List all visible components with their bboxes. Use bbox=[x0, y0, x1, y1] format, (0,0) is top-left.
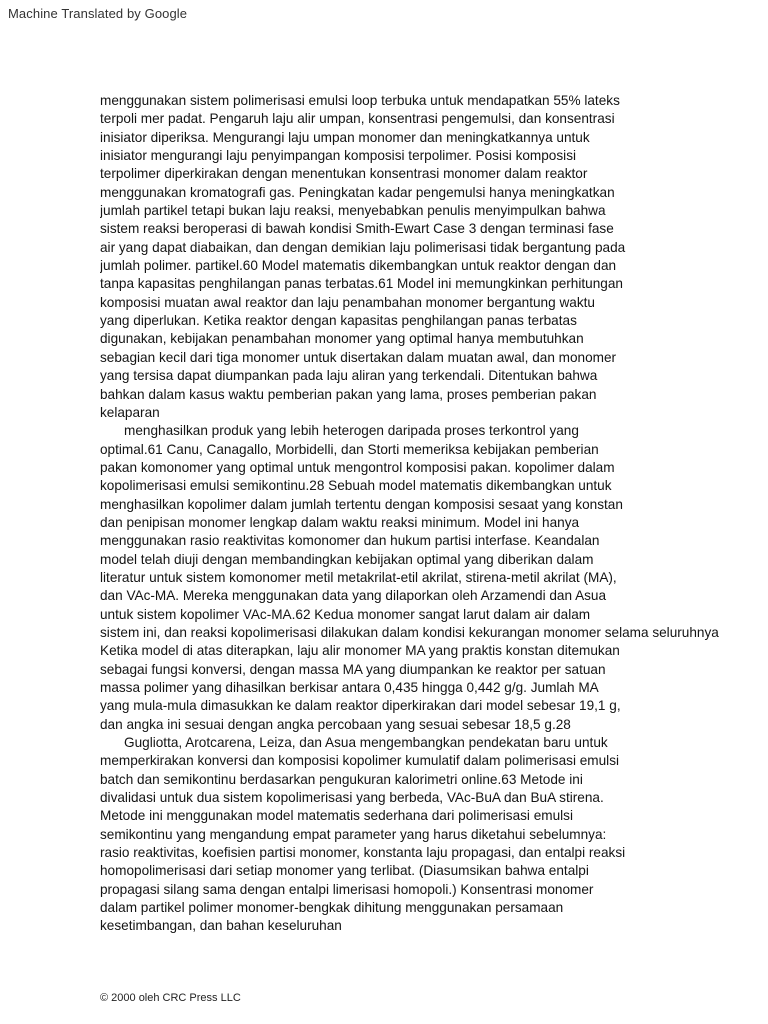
document-body bbox=[100, 92, 768, 936]
paragraph-2: menghasilkan produk yang lebih heterogen daripada proses terkontrol yang optimal.61 Canu, Canagallo, Morbidelli, dan Storti memeriksa kebijakan pemberian pakan komonomer yang optimal untuk mengontrol komposisi pakan. kopolimer dalam kopolimerisasi emulsi semikontinu.28 Sebuah model matematis dikembangkan untuk menghasilkan kopolimer dalam jumlah tertentu dengan komposisi sesaat yang konstan dan penipisan monomer lengkap dalam waktu reaksi minimum. Model ini hanya menggunakan rasio reaktivitas komonomer dan hukum partisi interfase. Keandalan model telah diuji dengan membandingkan kebijakan optimal yang diberikan dalam literatur untuk sistem komonomer metil metakrilat-etil akrilat, stirena-metil akrilat (MA), dan VAc-MA. Mereka menggunakan data yang dilaporkan oleh Arzamendi dan Asua untuk sistem kopolimer VAc-MA.62 Kedua monomer sangat larut dalam air dalam sistem ini, dan reaksi kopolimerisasi dilakukan dalam kondisi kekurangan monomer selama seluruhnya Ketika model di atas diterapkan, laju alir monomer MA yang praktis konstan ditemukan sebagai fungsi konversi, dengan massa MA yang diumpankan ke reaktor per satuan massa polimer yang dihasilkan berkisar antara 0,435 hingga 0,442 g/g. Jumlah MA yang mula-mula dimasukkan ke dalam reaktor diperkirakan dari model sebesar 19,1 g, dan angka ini sesuai dengan angka percobaan yang sesuai sebesar 18,5 g.28 bbox=[100, 423, 719, 732]
paragraph-3: Gugliotta, Arotcarena, Leiza, dan Asua mengembangkan pendekatan baru untuk memperkirakan konversi dan komposisi kopolimer kumulatif dalam polimerisasi emulsi batch dan semikontinu berdasarkan pengukuran kalorimetri online.63 Metode ini divalidasi untuk dua sistem kopolimerisasi yang berbeda, VAc-BuA dan BuA stirena. Metode ini menggunakan model matematis sederhana dari polimerisasi emulsi semikontinu yang mengandung empat parameter yang harus diketahui sebelumnya: rasio reaktivitas, koefisien partisi monomer, konstanta laju propagasi, dan entalpi reaksi homopolimerisasi dari setiap monomer yang terlibat. (Diasumsikan bahwa entalpi propagasi silang sama dengan entalpi limerisasi homopoli.) Konsentrasi monomer dalam partikel polimer monomer-bengkak dihitung menggunakan persamaan kesetimbangan, dan bahan keseluruhan bbox=[100, 735, 626, 934]
machine-translation-banner: Machine Translated by Google bbox=[8, 6, 188, 21]
paragraph-1: menggunakan sistem polimerisasi emulsi loop terbuka untuk mendapatkan 55% lateks terpoli mer padat. Pengaruh laju alir umpan, konsentrasi pengemulsi, dan konsentrasi inisiator diperiksa. Mengurangi laju umpan monomer dan meningkatkannya untuk inisiator mengurangi laju penyimpangan komposisi terpolimer. Posisi komposisi terpolimer diperkirakan dengan menentukan konsentrasi monomer dalam reaktor menggunakan kromatografi gas. Peningkatan kadar pengemulsi hanya meningkatkan jumlah partikel tetapi bukan laju reaksi, menyebabkan penulis menyimpulkan bahwa sistem reaksi beroperasi di bawah kondisi Smith-Ewart Case 3 dengan terminasi fase air yang dapat diabaikan, dan dengan demikian laju polimerisasi tidak bergantung pada jumlah polimer. partikel.60 Model matematis dikembangkan untuk reaktor dengan dan tanpa kapasitas penghilangan panas terbatas.61 Model ini memungkinkan perhitungan komposisi muatan awal reaktor dan laju penambahan monomer bergantung waktu yang diperlukan. Ketika reaktor dengan kapasitas penghilangan panas terbatas digunakan, kebijakan penambahan monomer yang optimal hanya membutuhkan sebagian kecil dari tiga monomer untuk disertakan dalam muatan awal, dan monomer yang tersisa dapat diumpankan pada laju aliran yang terkendali. Ditentukan bahwa bahkan dalam kasus waktu pemberian pakan yang lama, proses pemberian pakan kelaparan bbox=[100, 93, 626, 420]
copyright-footer: © 2000 oleh CRC Press LLC bbox=[100, 992, 241, 1004]
